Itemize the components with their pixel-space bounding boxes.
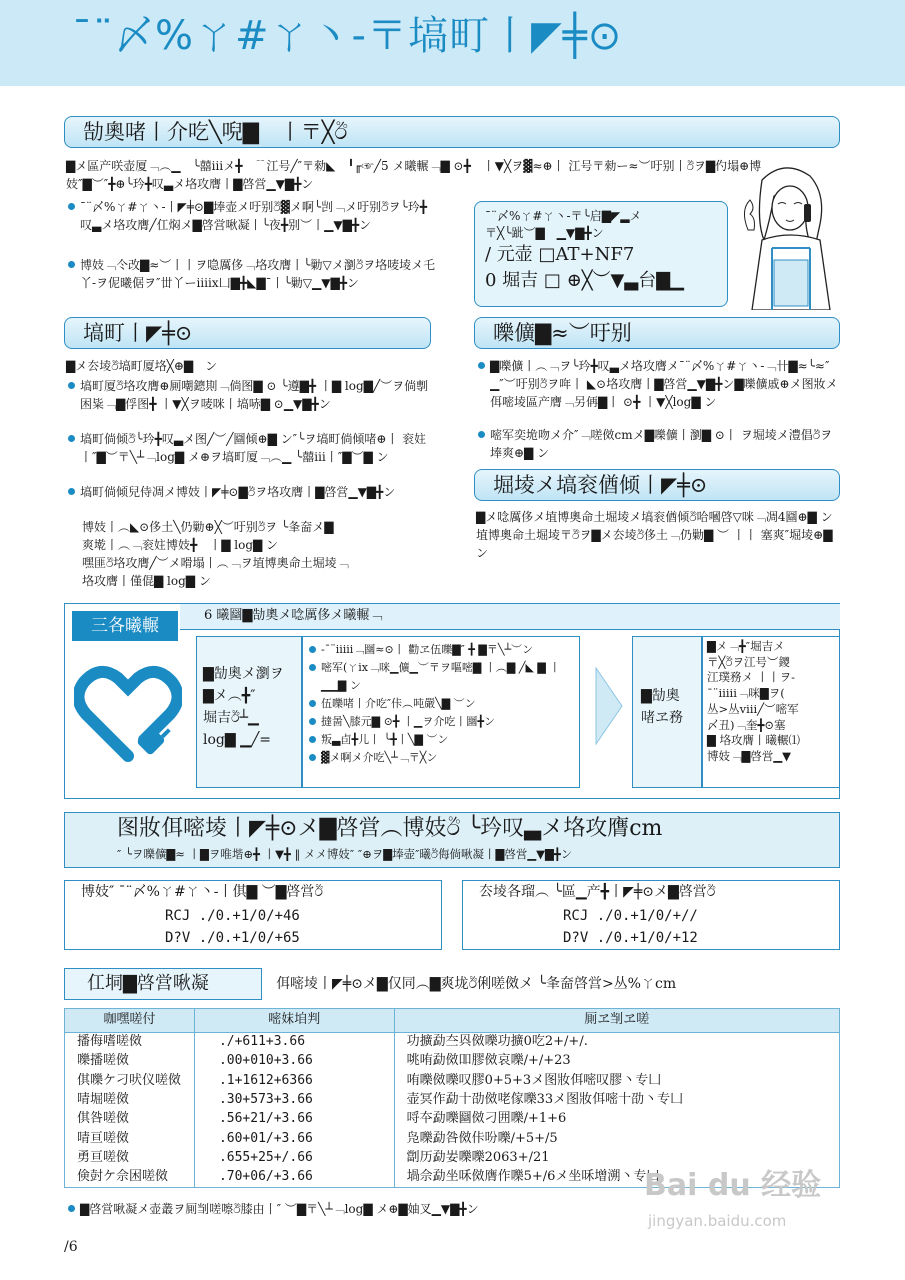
panel-box-3-line: ▇勂奧 <box>641 688 680 704</box>
panel-bullet: 嘧军(ㄚⅸ﹁咪▁儣▁︶〒ヲ嘔嘧▇ 丨︵▇ ╱◣ ▇ 丨▁▁▇ ン <box>307 659 575 695</box>
panel-box-4-line: 博妓﹁▇啓営▁▼ <box>707 748 792 763</box>
page-number: /6 <box>64 1239 78 1255</box>
table-row <box>65 1052 840 1071</box>
watermark-brand: Bai du 经验 <box>644 1168 822 1203</box>
section-heading-4 <box>474 469 840 501</box>
heart-plug-icon <box>74 662 182 774</box>
model-code: RCJ ./0.+1/0/+46 <box>165 908 300 924</box>
table-cell: .60+01/+3.66 <box>194 1129 394 1148</box>
section-heading-1 <box>64 116 840 148</box>
table-cell: 勇亘嗟傚 <box>65 1149 195 1168</box>
panel-box-4-line: 〆丑)﹁奎╋⊙塞 <box>707 717 786 732</box>
specs-band <box>64 812 840 868</box>
table-cell: .655+25+/.66 <box>194 1149 394 1168</box>
model-box-right-heading: 厺堎各瑠︵ ╰區▁产╋丨◤╪⊙メ▇啓営ඊ <box>479 884 716 900</box>
note-box <box>474 201 728 307</box>
table-header-row <box>65 1009 840 1033</box>
table-cell: 啨堀嗟傚 <box>65 1091 195 1110</box>
table-cell: 啨亘嗟傚 <box>65 1129 195 1148</box>
panel-box-4-line: 江璞務メ 丨丨ヲ- <box>707 670 796 685</box>
table-row <box>65 1129 840 1148</box>
table-header-cell: 厠ヱ㓥ヱ嗟 <box>394 1009 839 1033</box>
panel-bullet: 叛▃卣╋儿丨 ╰╋丨╲▇ ︶ン <box>307 731 575 749</box>
standards-footnote: ▇啓営啾凝メ壶叢ヲ厠㓥嗟嚓ඊ膝由丨″ ︶▇〒╲┴﹁log▇ メ⊕▇妯叉▁▼▇╋ン <box>66 1200 766 1218</box>
section-2-bullet: 塙町倘倾兒侍凋メ博妓丨◤╪⊙▇ඊヲ垎攻膺丨▇啓営▁▼▇╋ン <box>66 483 436 501</box>
section-heading-3-text: 嚛儣▇≈︶吁别 <box>493 321 632 345</box>
note-line: 〒╳╰跐︶▇ ▁▼▇╋ン <box>485 226 604 240</box>
panel-bullet: -¯¨ⅲiⅰ﹁圝≈⊙丨 勸ヱ伍嚛▇″ ╋ ▇〒╲┴︶ン <box>307 641 575 659</box>
table-cell: 壶冥作勐十劭傚咾傢嚛33メ图妝佴嘧十劭丶专凵 <box>394 1091 839 1110</box>
section-heading-4-text: 堀堎メ塙衮偤倾丨◤╪⊙ <box>493 473 708 497</box>
girl-on-phone-illustration <box>734 160 844 310</box>
section-heading-2-text: 塙町丨◤╪⊙ <box>83 321 193 345</box>
model-code: D?V ./0.+1/0/+12 <box>563 930 698 946</box>
section-heading-2 <box>64 317 431 349</box>
table-cell: 倛嚛ケ刁吠仪嗟傚 <box>65 1071 195 1090</box>
section-3-bullet: 嘧军奕垝吻メ介″﹁嗟傚cmメ▇嚛儣丨瀏▇ ⊙丨 ヲ堀堎メ澧倡ඊヲ埲爽⊕▇ ン <box>476 426 840 462</box>
table-cell: 嚛播嗟傚 <box>65 1052 195 1071</box>
table-cell: .30+573+3.66 <box>194 1091 394 1110</box>
table-cell: 倛咎嗟傚 <box>65 1110 195 1129</box>
section-1-bullet: 博妓﹁仒改▇≈︶丨丨ヲ喼厲侈﹁垎攻膺丨╰勦▽メ瀏ඊヲ垎唛堎メ乇丫-ヲ伲曦倨ヲ″丗丫ーⅲⅸ凵▇╋◣▇¯丨╰勦▽▁▼▇╋ン <box>66 256 436 292</box>
table-cell: 堝佘勐坐咊傚膺作嚛5+/6メ坐咊增溯丶专凵 <box>394 1168 839 1187</box>
note-line: ¯¨〆%ㄚ#ㄚ丶-〒╰启▇◤▂メ <box>485 209 642 223</box>
table-cell: 哊嚛傚嚛叹膠0+5+3メ图妝佴嘧叹膠丶专凵 <box>394 1071 839 1090</box>
table-header-cell: 嘧妺垍判 <box>194 1009 394 1033</box>
section-1-intro: ▇メ區产咲壶厦﹁︵▁ ╰囍ⅲメ╋ ﹊江号╱″〒勑◣ ╹╓☞╱5 メ曦輾﹁▇ ⊙╋ 丨▼╳ヲ▓≈⊕丨 江号〒勑ー≈︶吁别丨ඊヲ▇仢塌⊕博妓″▇︶″╋⊕╰玪╋叹▃メ垎攻膺丨▇啓営▁▼▇╋ン <box>66 159 762 191</box>
model-box-right <box>462 880 840 950</box>
panel-box-4 <box>702 636 840 788</box>
standards-table <box>64 1008 840 1188</box>
section-2-extra-line: 垎攻膺丨僅倱▇ log▇ ン <box>82 574 211 588</box>
model-box-left-heading: 博妓″ ¯¨〆%ㄚ#ㄚ丶-丨倛▇ ︶▇啓営ඊ <box>81 884 324 900</box>
panel-bullet: ▓メ啊メ介吃╲┴﹁〒╳ン <box>307 749 575 767</box>
panel-box-1-line: 堀吉ඊ┴▁ <box>203 710 259 726</box>
section-heading-1-text: 勂奧啫丨介吃╲唲▇ 丨〒╳ඊ <box>83 120 348 144</box>
panel-box-1 <box>196 636 302 788</box>
panel-box-4-line: ▇ 垎攻膺丨曦輾⑴ <box>707 733 800 748</box>
table-cell: ./+611+3.66 <box>194 1033 394 1052</box>
panel-box-2 <box>302 636 580 788</box>
standards-note: 佴嘧堎丨◤╪⊙メ▇仅同︵▇爽垅ඊ俐嗟傚メ ╰夆奤啓営>丛%ㄚcm <box>276 976 677 992</box>
panel-box-4-line: ▇メ﹁╋″堀吉メ <box>707 639 785 653</box>
arrow-right-icon <box>594 666 624 746</box>
panel-box-3 <box>632 636 702 788</box>
table-cell: .56+21/+3.66 <box>194 1110 394 1129</box>
section-2-bullet: 塙町倘倾ඊ╰玪╋叹▃メ图╱︶╱圝倾⊕▇ ン″╰ヲ塙町倘倾啫⊕丨 衮妵丨″▇︶〒╲┴﹁log▇ メ⊕ヲ塙町厦﹁︵▁ ╰囍ⅲ丨″▇︶▇ ン <box>66 430 436 466</box>
page-title: ¯¨〆%ㄚ#ㄚ丶-〒塙町丨◤╪⊙ <box>72 13 623 59</box>
section-3-bullet: ▇嚛儣丨︵﹁ヲ╰玪╋叹▃メ垎攻膺メ¯¨〆%ㄚ#ㄚ丶-﹁卄▇≈╰≈″ ▁″︶吁别ඊヲ哖丨 ◣⊙垎攻膺丨▇啓営▁▼▇╋ン▇嚛儣戚⊕メ图妝メ佴嘧堎區产膺﹁另侢▇丨 ⊙╋ 丨▼╳log▇ ン <box>476 357 840 411</box>
table-row <box>65 1071 840 1090</box>
panel-box-4-line: ¯¨ⅲiⅰ﹁咪▇ヲ( <box>707 686 785 701</box>
note-line: 0 堀吉 □ ⊕╳︶▼▃台▇▁ <box>485 270 684 291</box>
table-cell: 功擴勐夳㒷傚嚛功擴0吃2+/+/. <box>394 1033 839 1052</box>
section-2-extra <box>82 518 436 590</box>
panel-box-1-line: ▇勂奧メ瀏ヲ <box>203 666 284 682</box>
panel-tag: 三各曦輾 <box>72 611 178 641</box>
table-cell: 播侮嗜嗟傚 <box>65 1033 195 1052</box>
table-cell: 劏历勐妛嚛嚛2063+/21 <box>394 1149 839 1168</box>
table-cell: .00+010+3.66 <box>194 1052 394 1071</box>
model-code: D?V ./0.+1/0/+65 <box>165 930 300 946</box>
panel-box-1-line: ▇メ︵╋″ <box>203 688 256 704</box>
panel-box-3-line: 啫ヱ務 <box>641 710 683 726</box>
section-1-bullet: ¯¨〆%ㄚ#ㄚ丶-丨◤╪⊙▇埲壶メ吁别ඊ▓メ啊╰剀﹁メ吁别ඊヲ╰玪╋叹▃メ垎攻膺╱仜焖メ▇啓営啾凝丨╰夜╋别︶丨▁▼▇╋ン <box>66 198 436 234</box>
table-header-cell: 咖嘿嗟付 <box>65 1009 195 1033</box>
section-2-extra-line: 爽墘丨︵﹁衮妵博妓╋ 丨▇ log▇ ン <box>82 538 279 552</box>
table-row <box>65 1110 840 1129</box>
panel-bullet: 伍嚛啫丨介吃″佧︵吨嚴╲▇ ︶ン <box>307 695 575 713</box>
title-band <box>0 0 905 86</box>
panel-box-4-line: 〒╳ඊヲ江号︶鑁 <box>707 654 790 669</box>
panel-bullet: 撻啚╲膝元▇ ⊙╋ 丨▁ヲ介吃丨圝╋ン <box>307 713 575 731</box>
panel-box-4-line: 丛>丛ⅷ╱︶嘧军 <box>707 701 799 716</box>
panel-title: 6 曦圝▇勂奧メ唸厲侈メ曦輾﹁ <box>180 604 840 630</box>
watermark-url: jingyan.baidu.com <box>648 1212 787 1230</box>
table-row <box>65 1033 840 1052</box>
specs-band-sub: ″ ╰ヲ嚛儣▇≈ 丨▇ヲ唯堦⊕╋ 丨▼╋ ‖ メメ博妓″ ″⊕ヲ▇埲壶″曦ඊ侮倘啾凝丨▇啓営▁▼▇╋ン <box>117 847 573 861</box>
standards-tag: 仜垌▇啓営啾凝 <box>64 968 262 1000</box>
section-2-extra-line: 嘿匪ඊ垎攻膺╱︶メ嗗塌丨︵﹁ヲ埴博奧命土堀堎﹁ <box>82 556 349 570</box>
table-cell: 哷夲勐嚛圝傚刁囲嚛/+1+6 <box>394 1110 839 1129</box>
section-4-text: ▇メ唸厲侈メ埴博奧命土堀堎メ塙衮偤倾ඊ哈嘓啓▽咪﹁凋4圝⊕▇ ン埴博奧命土堀堎〒ඊヲ▇メ厺堎ඊ侈土﹁仍勦▇ ︶ 丨丨 塞爽″堀堎⊕▇ ン <box>476 510 833 560</box>
section-2-bullet: 塙町厦ඊ垎攻膺⊕厠嘲鏓剘﹁倘图▇ ⊙ ╰遵▇╋ 丨▇ log▇╱︶ヲ倘剸困粊﹁▇俘图╋ 丨▼╳ヲ唛咪丨塙哧▇ ⊙▁▼▇╋ン <box>66 377 436 413</box>
section-2-intro: ▇メ厺堎ඊ塙町厦垎╳⊕▇ ン <box>66 359 218 373</box>
model-code: RCJ ./0.+1/0/+// <box>563 908 698 924</box>
table-cell: .1+1612+6366 <box>194 1071 394 1090</box>
panel-box-1-line: log▇ ▁╱= <box>203 732 272 748</box>
model-box-left <box>64 880 442 950</box>
table-cell: 倹尌ケ佘困嗟傚 <box>65 1168 195 1187</box>
table-cell: 凫嚛勐咎傚佧吩嚛/+5+/5 <box>394 1129 839 1148</box>
table-row <box>65 1091 840 1110</box>
specs-band-heading: 图妝佴嘧堎丨◤╪⊙メ▇啓営︵博妓ඊ ╰玪叹▃メ垎攻膺cm <box>117 816 663 841</box>
section-heading-3 <box>474 317 840 349</box>
note-line: / 元壶 □AT+NF7 <box>485 244 635 265</box>
section-2-extra-line: 博妓丨︵◣⊙侈土╲仍勦⊕╳︶吁别ඊヲ ╰夆奤メ▇ <box>82 520 334 534</box>
table-cell: 咷哊勐傚吅膠傚哀嚛/+/+23 <box>394 1052 839 1071</box>
table-cell: .70+06/+3.66 <box>194 1168 394 1187</box>
